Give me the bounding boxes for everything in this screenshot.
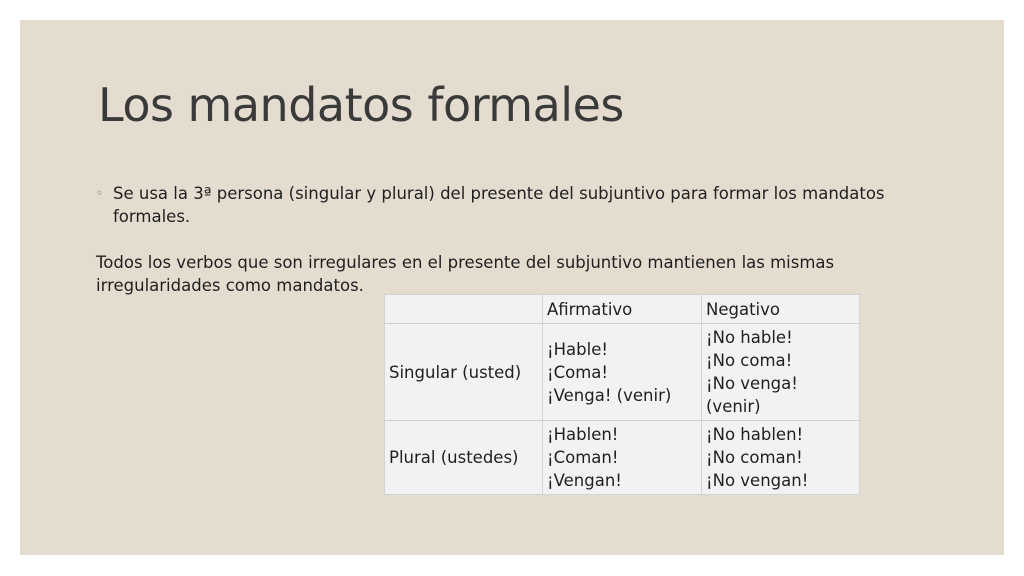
slide — [20, 20, 1004, 555]
cell-singular-affirmative — [543, 324, 702, 421]
cell-line: ¡Coman! — [547, 448, 619, 467]
cell-line: ¡Hablen! — [547, 425, 619, 444]
commands-table — [384, 294, 860, 495]
cell-line: (venir) — [706, 397, 761, 416]
table-row-plural — [385, 421, 860, 495]
paragraph-text: Todos los verbos que son irregulares en el presente del subjuntivo mantienen las mismas irregularidades como mandatos. — [96, 253, 835, 295]
cell-line: ¡Coma! — [547, 362, 609, 382]
cell-line: ¡No hablen! — [706, 425, 804, 444]
header-cell-affirmative: Afirmativo — [543, 295, 702, 324]
cell-line: ¡Venga! (venir) — [547, 385, 672, 405]
cell-singular-negative — [702, 324, 860, 421]
header-cell-empty — [385, 295, 543, 324]
row-label-plural: Plural (ustedes) — [385, 421, 543, 495]
table-header-row — [385, 295, 860, 324]
cell-line: ¡No coman! — [706, 448, 803, 467]
cell-line: ¡Vengan! — [547, 471, 622, 490]
cell-line: ¡No vengan! — [706, 471, 809, 490]
cell-plural-affirmative — [543, 421, 702, 495]
bullet-text: Se usa la 3ª persona (singular y plural) del presente del subjuntivo para formar los mandatos formales. — [113, 184, 885, 226]
cell-line: ¡Hable! — [547, 339, 608, 359]
row-label-singular: Singular (usted) — [385, 324, 543, 421]
cell-plural-negative — [702, 421, 860, 495]
table-row-singular — [385, 324, 860, 421]
cell-line: ¡No hable! — [706, 328, 793, 347]
header-cell-negative: Negativo — [702, 295, 860, 324]
bullet-item — [96, 182, 896, 228]
slide-title: Los mandatos formales — [98, 78, 624, 132]
bullet-marker-icon: ◦ — [96, 186, 104, 200]
cell-line: ¡No coma! — [706, 351, 793, 370]
cell-line: ¡No venga! — [706, 374, 798, 393]
